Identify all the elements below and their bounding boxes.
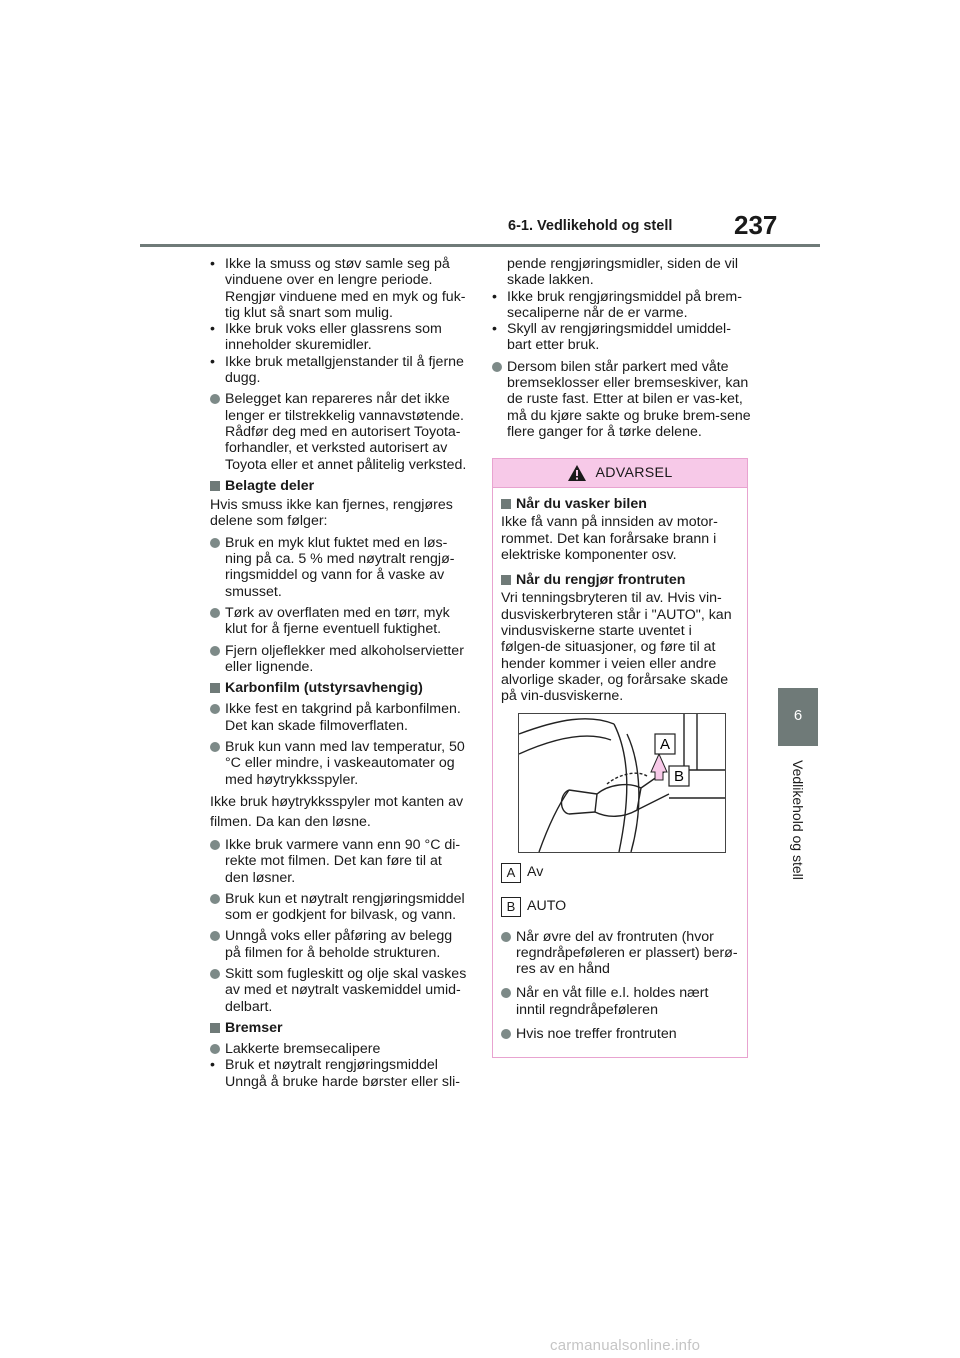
bullet-item bbox=[501, 929, 739, 978]
bullet-item bbox=[210, 643, 468, 676]
bullet-item bbox=[210, 535, 468, 600]
bullet-item bbox=[210, 966, 468, 1015]
bullet-text: Belegget kan repareres når det ikke lenger er tilstrekkelig vannavstøtende. Rådfør deg med en autorisert Toyota-forhandler, et verksted autorisert av Toyota eller et annet pålitelig verksted. bbox=[225, 391, 467, 473]
bullet-item bbox=[210, 701, 468, 734]
bullet-item bbox=[210, 891, 468, 924]
page-number: 237 bbox=[734, 210, 778, 240]
heading-text: Karbonfilm (utstyrsavhengig) bbox=[225, 680, 423, 697]
square-bullet-icon bbox=[501, 575, 511, 585]
bullet-dot-icon bbox=[210, 538, 220, 548]
legend-item-b bbox=[501, 897, 739, 917]
wiper-lever-drawing bbox=[519, 714, 725, 852]
list-item: • Ikke bruk metallgjenstander til å fjerne dugg. bbox=[210, 354, 468, 387]
left-column bbox=[210, 256, 468, 1090]
bullet-text: Unngå voks eller påføring av belegg på filmen for å beholde strukturen. bbox=[225, 928, 453, 961]
header-divider bbox=[140, 244, 820, 247]
bullet-dot-icon bbox=[501, 988, 511, 998]
list-item: • Ikke bruk rengjøringsmiddel på brem-secaliperne når de er varme. bbox=[492, 289, 754, 322]
right-column bbox=[492, 256, 754, 440]
bullet-text: Skitt som fugleskitt og olje skal vaskes av med et nøytralt vaskemiddel umid-delbart. bbox=[225, 965, 467, 1015]
bullet-text: Fjern oljeflekker med alkoholservietter eller lignende. bbox=[225, 642, 464, 675]
warning-title: ADVARSEL bbox=[595, 464, 673, 481]
section-title: 6-1. Vedlikehold og stell bbox=[508, 218, 673, 234]
bullet-item bbox=[501, 985, 739, 1018]
bullet-item bbox=[210, 1041, 468, 1057]
bullet-dot-icon bbox=[210, 1044, 220, 1054]
bullet-dot-icon bbox=[210, 969, 220, 979]
bullet-dot-icon bbox=[210, 931, 220, 941]
legend-item-a bbox=[501, 863, 739, 883]
bullet-text: Når øvre del av frontruten (hvor regndråpeføleren er plassert) berø-res av en hånd bbox=[516, 928, 738, 978]
bullet-text: Hvis noe treffer frontruten bbox=[516, 1026, 677, 1043]
section-heading bbox=[210, 478, 468, 494]
bullet-dot-icon bbox=[210, 704, 220, 714]
bullet-item bbox=[210, 391, 468, 472]
legend-text: AUTO bbox=[527, 898, 567, 915]
square-bullet-icon bbox=[210, 683, 220, 693]
bullet-dot-icon bbox=[501, 1029, 511, 1039]
section-heading bbox=[210, 1020, 468, 1036]
list-item: • Skyll av rengjøringsmiddel umiddel-bart etter bruk. bbox=[492, 321, 754, 354]
watermark: carmanualsonline.info bbox=[550, 1337, 701, 1354]
warning-triangle-icon bbox=[567, 464, 587, 482]
heading-text: Når du rengjør frontruten bbox=[516, 572, 686, 589]
heading-text: Når du vasker bilen bbox=[516, 496, 647, 512]
bullet-text: Ikke fest en takgrind på karbonfilmen. Det kan skade filmoverflaten. bbox=[225, 701, 461, 734]
paragraph: Ikke bruk høytrykksspyler mot kanten av filmen. Da kan den løsne. bbox=[210, 793, 464, 830]
warning-body bbox=[493, 488, 747, 1042]
bullet-dot-icon bbox=[210, 894, 220, 904]
section-heading bbox=[501, 572, 739, 588]
paragraph: Hvis smuss ikke kan fjernes, rengjøres delene som følger: bbox=[210, 497, 453, 530]
bullet-text: Bruk kun vann med lav temperatur, 50 °C eller mindre, i vaskeautomater og med høytrykksspyler. bbox=[225, 739, 465, 788]
square-bullet-icon bbox=[210, 1023, 220, 1033]
bullet-text: Ikke bruk varmere vann enn 90 °C di-rekte mot filmen. Det kan føre til at den løsner. bbox=[225, 836, 461, 886]
paragraph: Vri tenningsbryteren til av. Hvis vin-dusviskerbryteren står i "AUTO", kan vindusviskerne starte uventet i følgen-de situasjoner, og føre til at hender kommer i veien eller andre alvorlige skader, og forårsake skade på vin-dusviskerne. bbox=[501, 590, 732, 705]
list-item: • Bruk et nøytralt rengjøringsmiddel Unngå å bruke harde børster eller sli- bbox=[210, 1057, 468, 1090]
bullet-item bbox=[501, 1026, 739, 1042]
bullet-dot-icon bbox=[492, 362, 502, 372]
bullet-dot-icon bbox=[210, 608, 220, 618]
bullet-item bbox=[210, 605, 468, 638]
list-item: • Ikke bruk voks eller glassrens som inneholder skuremidler. bbox=[210, 321, 468, 354]
bullet-item bbox=[210, 837, 468, 886]
wiper-switch-illustration bbox=[518, 713, 726, 853]
bullet-dot-icon bbox=[210, 840, 220, 850]
legend-letter: A bbox=[501, 863, 521, 883]
list-item: • Ikke la smuss og støv samle seg på vinduene over en lengre periode. Rengjør vinduene med en myk og fuk-tig klut så snart som mulig. bbox=[210, 256, 468, 321]
legend-letter: B bbox=[501, 897, 521, 917]
continued-text: pende rengjøringsmidler, siden de vil skade lakken. bbox=[507, 256, 739, 289]
heading-text: Bremser bbox=[225, 1019, 283, 1036]
bullet-text: Bruk en myk klut fuktet med en løs-ning på ca. 5 % med nøytralt rengjø-ringsmiddel og vann for å vaske av smusset. bbox=[225, 534, 455, 600]
bullet-text: Tørk av overflaten med en tørr, myk klut for å fjerne eventuell fuktighet. bbox=[225, 604, 450, 638]
bullet-text: Når en våt fille e.l. holdes nært inntil regndråpeføleren bbox=[516, 985, 709, 1018]
paragraph: Ikke få vann på innsiden av motor-rommet. Det kan forårsake brann i elektriske komponenter osv. bbox=[501, 514, 718, 563]
chapter-number: 6 bbox=[793, 707, 803, 724]
legend-text: Av bbox=[527, 864, 544, 881]
figure-label-a: A bbox=[659, 735, 671, 753]
square-bullet-icon bbox=[210, 481, 220, 491]
section-heading bbox=[501, 496, 739, 512]
bullet-dot-icon bbox=[210, 742, 220, 752]
bullet-text: Lakkerte bremsecalipere bbox=[225, 1041, 381, 1058]
bullet-dot-icon bbox=[210, 394, 220, 404]
chapter-label: Vedlikehold og stell bbox=[790, 760, 806, 880]
heading-text: Belagte deler bbox=[225, 477, 315, 494]
bullet-text: Dersom bilen står parkert med våte bremseklosser eller bremseskiver, kan de ruste fast. Etter at bilen er vas-ket, må du kjøre sakte og bruke brem-sene flere ganger for å tørke delene. bbox=[507, 358, 751, 440]
square-bullet-icon bbox=[501, 499, 511, 509]
bullet-item bbox=[210, 739, 468, 788]
warning-header bbox=[493, 459, 747, 488]
warning-box bbox=[492, 458, 748, 1058]
bullet-dot-icon bbox=[210, 646, 220, 656]
section-heading bbox=[210, 680, 468, 696]
bullet-text: Bruk kun et nøytralt rengjøringsmiddel som er godkjent for bilvask, og vann. bbox=[225, 890, 465, 924]
bullet-item bbox=[492, 359, 754, 440]
bullet-dot-icon bbox=[501, 932, 511, 942]
bullet-item bbox=[210, 928, 468, 961]
figure-label-b: B bbox=[673, 767, 685, 785]
